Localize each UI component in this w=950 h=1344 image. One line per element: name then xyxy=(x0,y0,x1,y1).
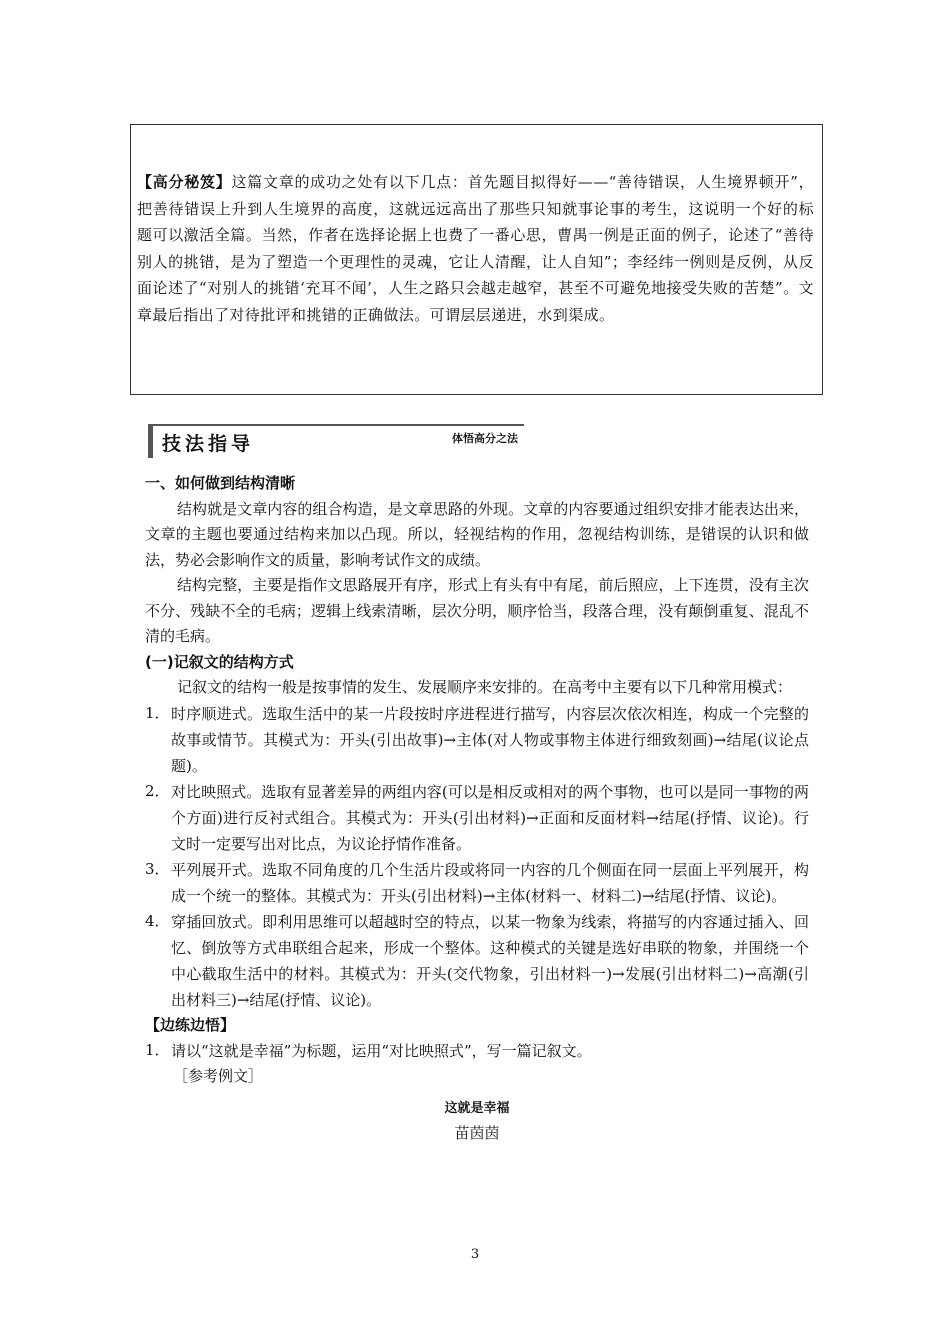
tip-text: 这篇文章的成功之处有以下几点：首先题目拟得好——“善待错误，人生境界顿开”，把善待错误上升到人生境界的高度，这就远远高出了那些只知就事论事的考生，这说明一个好的标题可以激活全篇。当然，作者在选择论据上也费了一番心思，曹禺一例是正面的例子，论述了“善待别人的挑错，是为了塑造一个更理性的灵魂，它让人清醒，让人自知”；李经纬一例则是反例，从反面论述了“对别人的挑错‘充耳不闻’，人生之路只会越走越窄，甚至不可避免地接受失败的苦楚”。文章最后指出了对待批评和挑错的正确做法。可谓层层递进，水到渠成。 xyxy=(137,173,815,324)
banner-subtitle: 体悟高分之法 xyxy=(452,432,518,445)
section-heading: 一、如何做到结构清晰 xyxy=(145,474,296,492)
list-item xyxy=(145,909,809,1013)
subsection-intro: 记叙文的结构一般是按事情的发生、发展顺序来安排的。在高考中主要有以下几种常用模式： xyxy=(177,678,793,696)
banner-top-rule xyxy=(148,424,524,426)
banner-side-bar xyxy=(148,424,153,458)
section-paragraph-1: 结构就是文章内容的组合构造，是文章思路的外现。文章的内容要通过组织安排才能表达出来，文章的主题也要通过结构来加以凸现。所以，轻视结构的作用，忽视结构训练，是错误的认识和做法，势必会影响作文的质量，影响考试作文的成绩。 xyxy=(145,499,809,569)
list-item-number: 4． xyxy=(145,911,170,930)
tip-label: 【高分秘笈】 xyxy=(137,173,232,191)
essay-title: 这就是幸福 xyxy=(444,1100,510,1116)
list-item xyxy=(145,779,809,857)
practice-number: 1． xyxy=(145,1041,170,1059)
list-item-text: 对比映照式。选取有显著差异的两组内容(可以是相反或相对的两个事物，也可以是同一事物的两个方面)进行反衬式组合。其模式为：开头(引出材料)→正面和反面材料→结尾(抒情、议论)。行文时一定要写出对比点，为议论抒情作准备。 xyxy=(171,782,809,853)
list-item-number: 2． xyxy=(145,781,170,800)
list-item-number: 3． xyxy=(145,859,170,878)
list-item-text: 时序顺进式。选取生活中的某一片段按时序进程进行描写，内容层次依次相连，构成一个完整的故事或情节。其模式为：开头(引出故事)→主体(对人物或事物主体进行细致刻画)→结尾(议论点题)。 xyxy=(171,704,809,775)
page-number: 3 xyxy=(470,1247,480,1262)
list-item xyxy=(145,857,809,909)
practice-heading: 【边练边悟】 xyxy=(145,1015,236,1034)
practice-question xyxy=(145,1038,809,1064)
list-item-number: 1． xyxy=(145,703,170,722)
practice-question-text: 请以“这就是幸福”为标题，运用“对比映照式”，写一篇记叙文。 xyxy=(171,1042,592,1060)
main-content xyxy=(145,471,809,1147)
list-item-text: 穿插回放式。即利用思维可以超越时空的特点，以某一物象为线索，将描写的内容通过插入、回忆、倒放等方式串联组合起来，形成一个整体。这种模式的关键是选好串联的物象，并围绕一个中心截取生活中的材料。其模式为：开头(交代物象，引出材料一)→发展(引出材料二)→高潮(引出材料三)→结尾(抒情、议论)。 xyxy=(171,912,809,1009)
banner-title: 技法指导 xyxy=(162,433,255,455)
section-paragraph-2: 结构完整，主要是指作文思路展开有序，形式上有头有中有尾，前后照应，上下连贯，没有主次不分、残缺不全的毛病；逻辑上线索清晰，层次分明，顺序恰当，段落合理，没有颠倒重复、混乱不清的毛病。 xyxy=(145,576,809,645)
reference-label: ［参考例文］ xyxy=(173,1067,264,1085)
subsection-heading: (一)记叙文的结构方式 xyxy=(145,652,294,671)
tip-box xyxy=(130,124,823,395)
essay-author: 苗茵茵 xyxy=(454,1124,500,1142)
list-item xyxy=(145,701,809,779)
list-item-text: 平列展开式。选取不同角度的几个生活片段或将同一内容的几个侧面在同一层面上平列展开，构成一个统一的整体。其模式为：开头(引出材料)→主体(材料一、材料二)→结尾(抒情、议论)。 xyxy=(171,860,809,905)
section-banner xyxy=(148,424,524,458)
tip-paragraph xyxy=(137,169,814,328)
